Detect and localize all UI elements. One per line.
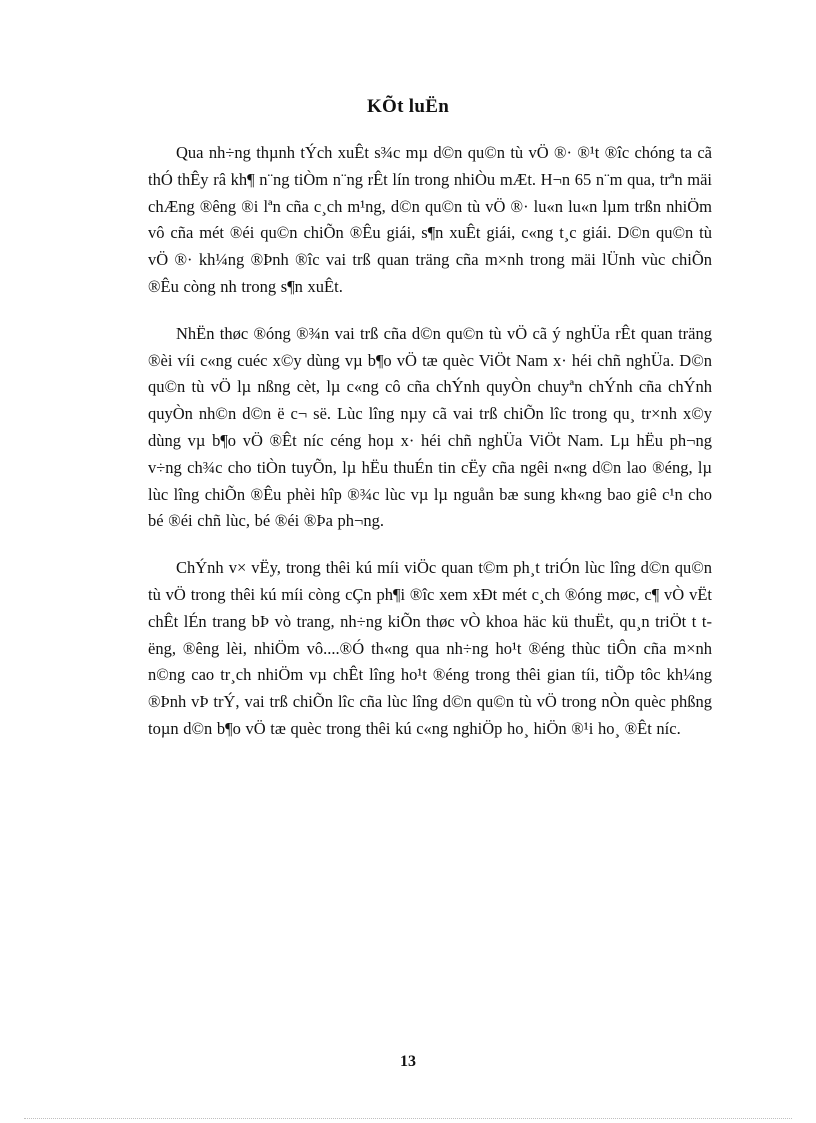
paragraph-1: Qua nh÷ng thµnh tÝch xuÊt s¾c mµ d©n qu©n tù vÖ ®· ®¹t ®îc chóng ta cã thÓ thÊy râ kh¶ n¨ng tiÒm n¨ng rÊt lín trong nhiÒu mÆt. H¬n 65 n¨m qua, trªn mäi chÆng ®êng ®i lªn cña c¸ch m¹ng, d©n qu©n tù vÖ ®· lu«n lu«n lµm trßn nhiÖm vô cña mét ®éi qu©n chiÕn ®Êu giái, s¶n xuÊt giái, c«ng t¸c giái. D©n qu©n tù vÖ ®· kh¼ng ®Þnh ®îc vai trß quan träng cña m×nh trong mäi lÜnh vùc chiÕn ®Êu còng nh trong s¶n xuÊt. [148,143,712,296]
page-bottom-divider [24,1118,792,1119]
body-text [148,140,712,763]
page-number: 13 [400,1053,416,1070]
paragraph-3: ChÝnh v× vËy, trong thêi kú míi viÖc quan t©m ph¸t triÓn lùc lîng d©n qu©n tù vÖ trong thêi kú míi còng cÇn ph¶i ®îc xem xÐt mét c¸ch ®óng møc, c¶ vÒ vËt chÊt lÉn trang bÞ vò trang, nh÷ng kiÕn thøc vÒ khoa häc kü thuËt, qu¸n triÖt t tëng, ®êng lèi, nhiÖm vô....®Ó th«ng qua nh÷ng ho¹t ®éng thùc tiÔn cña m×nh n©ng cao tr¸ch nhiÖm vµ chÊt lîng ho¹t ®éng trong thêi gian tíi, tiÕp tôc kh¼ng ®Þnh vÞ trÝ, vai trß chiÕn lîc cña lùc lîng d©n qu©n tù vÖ trong nÒn quèc phßng toµn d©n b¶o vÖ tæ quèc trong thêi kú c«ng nghiÖp ho¸ hiÖn ®¹i ho¸ ®Êt níc. [148,558,712,738]
paragraph-2: NhËn thøc ®óng ®¾n vai trß cña d©n qu©n tù vÖ cã ý nghÜa rÊt quan träng ®èi víi c«ng cuéc x©y dùng vµ b¶o vÖ tæ quèc ViÖt Nam x· héi chñ nghÜa. D©n qu©n tù vÖ lµ nßng cèt, lµ c«ng cô cña chÝnh quyÒn chuyªn chÝnh cña chÝnh quyÒn nh©n d©n ë c¬ së. Lùc lîng nµy cã vai trß chiÕn lîc trong qu¸ tr×nh x©y dùng vµ b¶o vÖ ®Êt níc céng hoµ x· héi chñ nghÜa ViÖt Nam. Lµ hËu ph¬ng v÷ng ch¾c cho tiÒn tuyÕn, lµ hËu thuÉn tin cËy cña ngêi n«ng d©n lao ®éng, lµ lùc lîng chiÕn ®Êu phèi hîp ®¾c lùc vµ lµ nguån bæ sung kh«ng bao giê c¹n cho bé ®éi chñ lùc, bé ®éi ®Þa ph¬ng. [148,323,712,531]
page-title: KÕt luËn [366,96,450,117]
